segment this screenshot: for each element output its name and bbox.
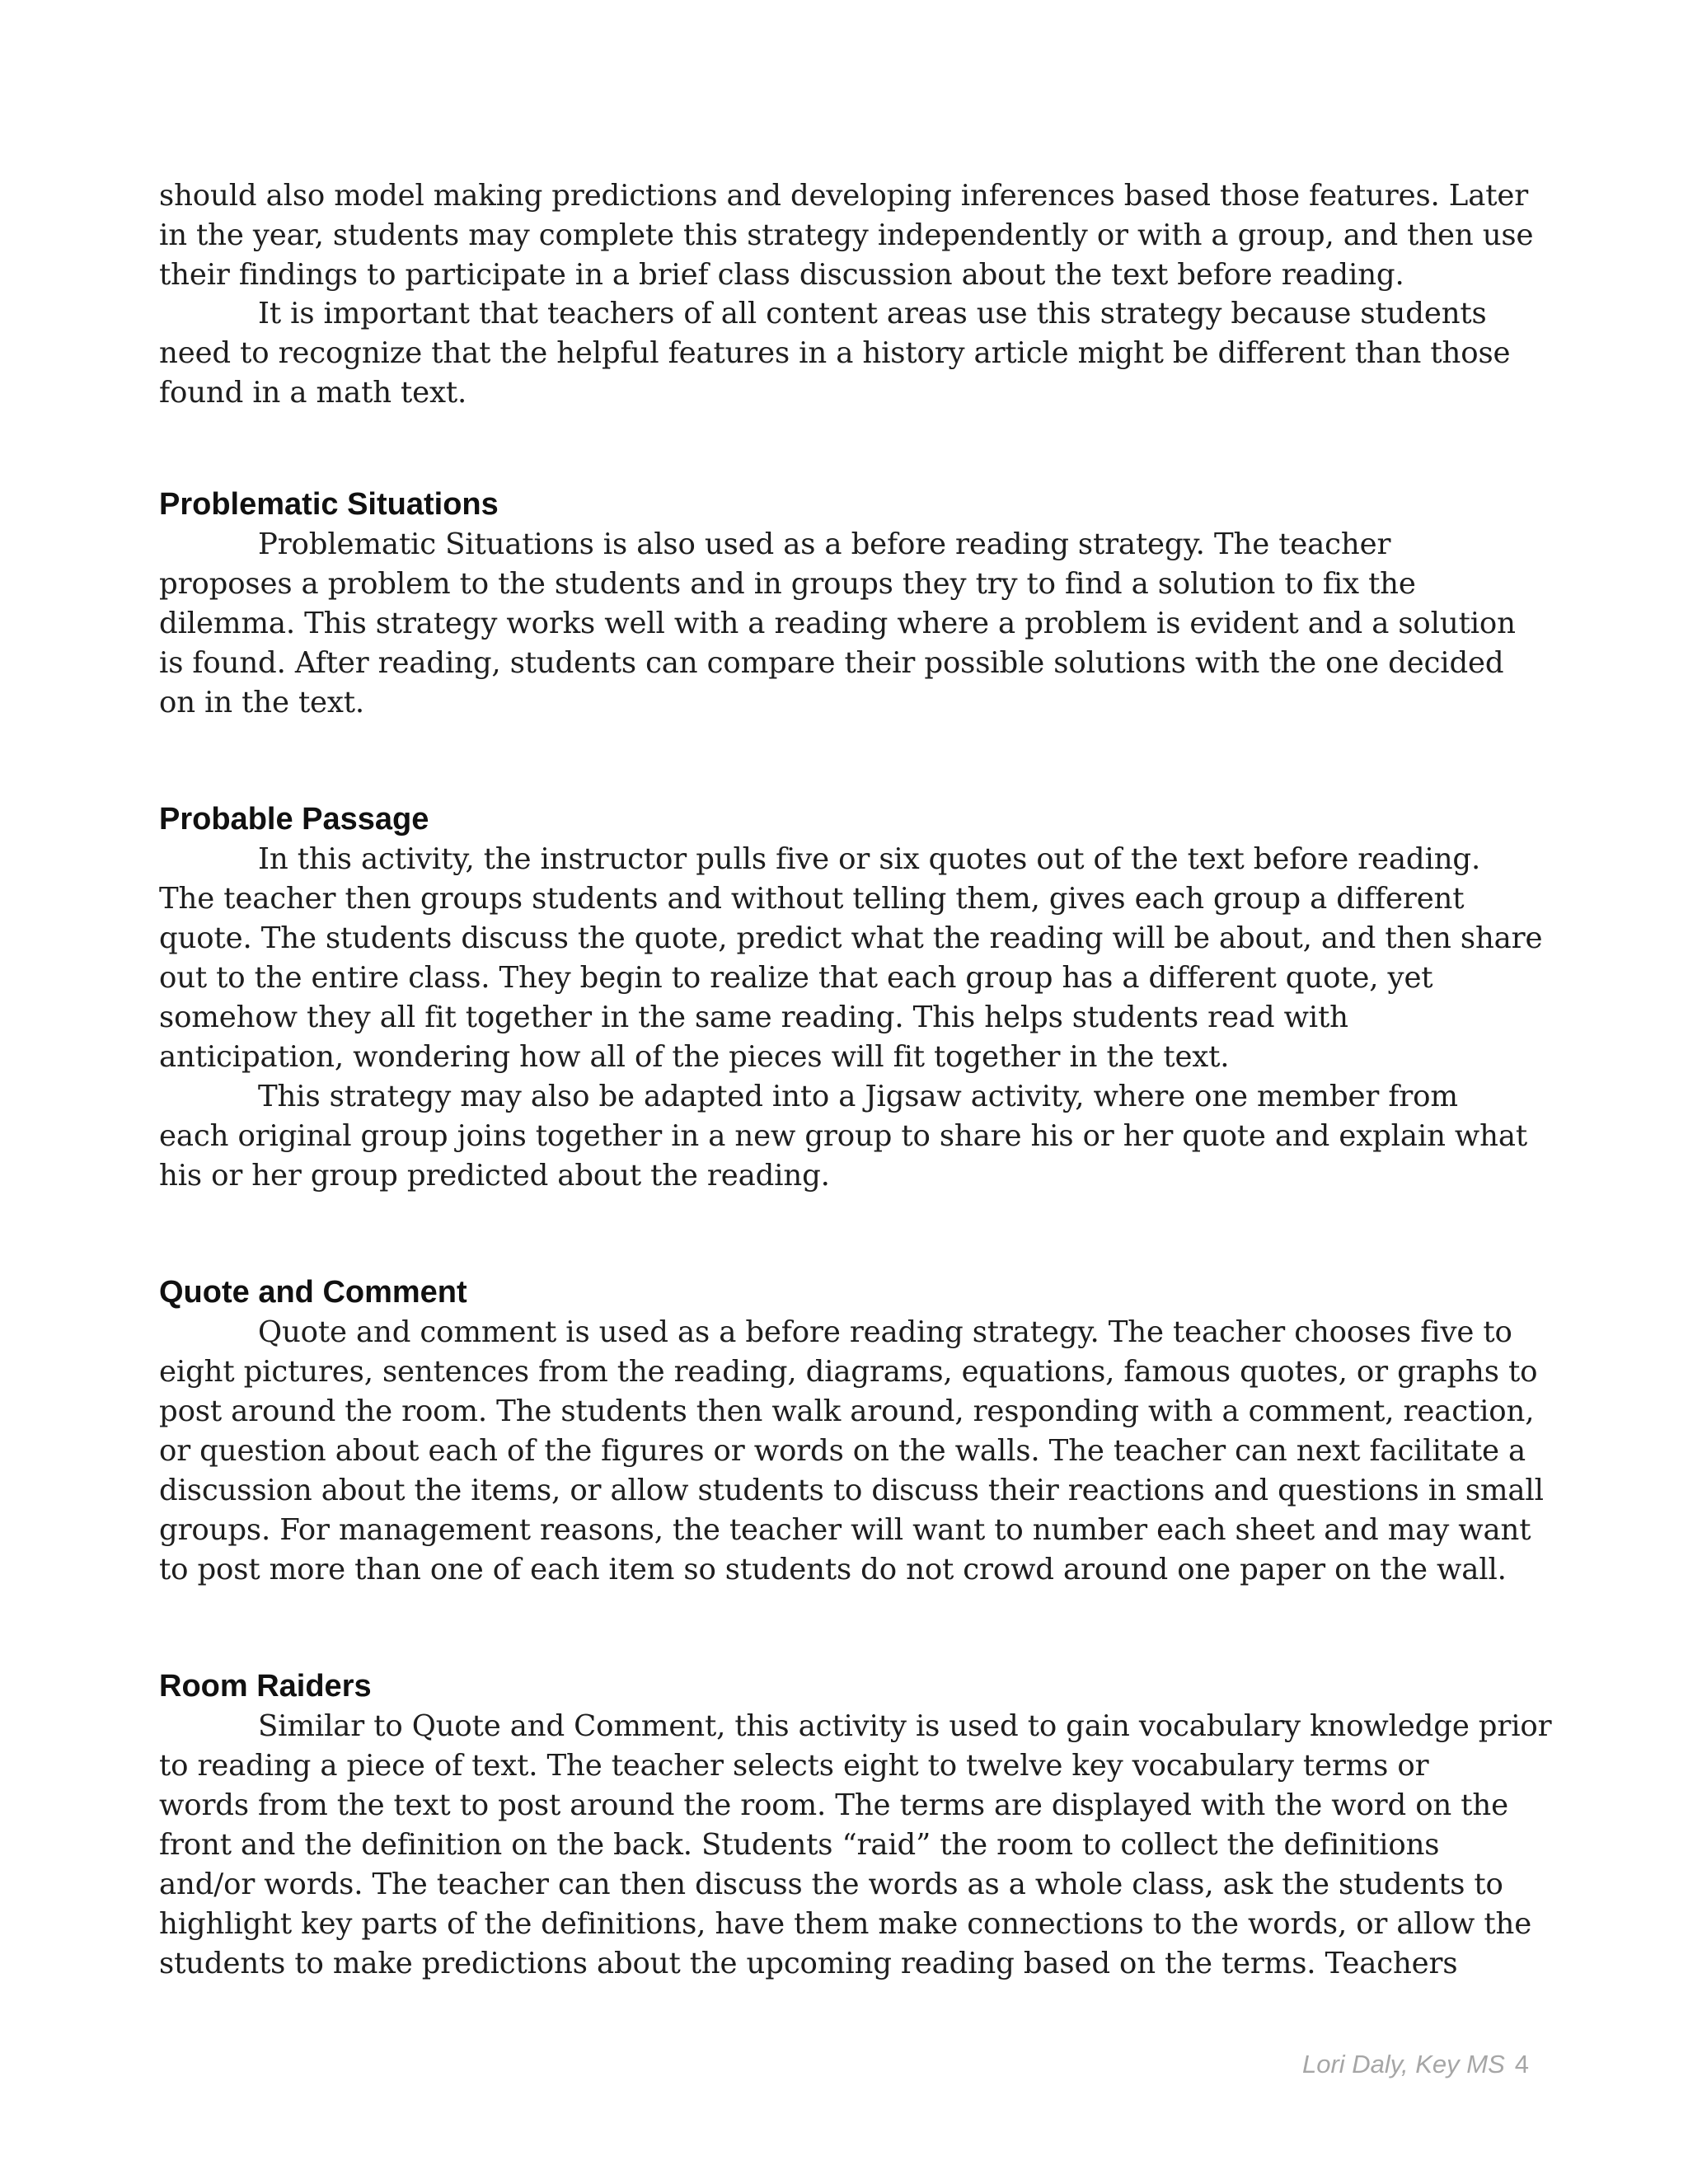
text-line: highlight key parts of the definitions, have them make connections to the words, or allow the (159, 1907, 1532, 1941)
footer-author: Lori Daly, Key MS (1301, 2050, 1505, 2079)
text-line: front and the definition on the back. Students “raid” the room to collect the definitions (159, 1828, 1440, 1862)
text-line: anticipation, wondering how all of the pieces will fit together in the text. (159, 1040, 1230, 1074)
text-line: This strategy may also be adapted into a Jigsaw activity, where one member from (258, 1080, 1458, 1113)
text-line: groups. For management reasons, the teacher will want to number each sheet and may want (159, 1513, 1531, 1547)
text-line: out to the entire class. They begin to realize that each group has a different quote, yet (159, 961, 1433, 995)
text-line: post around the room. The students then walk around, responding with a comment, reaction, (159, 1394, 1535, 1428)
text-line: is found. After reading, students can compare their possible solutions with the one decided (159, 646, 1504, 680)
text-line: or question about each of the figures or words on the walls. The teacher can next facilitate a (159, 1434, 1526, 1468)
text-line: students to make predictions about the upcoming reading based on the terms. Teachers (159, 1947, 1458, 1980)
section-heading: Quote and Comment (159, 1275, 467, 1310)
text-line: need to recognize that the helpful features in a history article might be different than those (159, 336, 1511, 370)
text-line: somehow they all fit together in the same reading. This helps students read with (159, 1001, 1348, 1034)
section-heading: Problematic Situations (159, 487, 499, 522)
text-line: words from the text to post around the room. The terms are displayed with the word on the (159, 1788, 1508, 1822)
text-line: proposes a problem to the students and in groups they try to find a solution to fix the (159, 567, 1416, 601)
text-line: each original group joins together in a new group to share his or her quote and explain what (159, 1119, 1528, 1153)
text-line: in the year, students may complete this strategy independently or with a group, and then use (159, 218, 1534, 252)
page-footer (1302, 2048, 1529, 2081)
page-number: 4 (1514, 2050, 1529, 2079)
section-heading: Room Raiders (159, 1669, 372, 1704)
text-line: In this activity, the instructor pulls five or six quotes out of the text before reading. (258, 842, 1481, 876)
text-line: found in a math text. (159, 376, 467, 410)
text-line: to reading a piece of text. The teacher selects eight to twelve key vocabulary terms or (159, 1749, 1429, 1783)
text-line: It is important that teachers of all content areas use this strategy because students (258, 297, 1487, 330)
text-line: Quote and comment is used as a before reading strategy. The teacher chooses five to (258, 1315, 1512, 1349)
document-page (159, 0, 1552, 2184)
text-line: their findings to participate in a brief class discussion about the text before reading. (159, 258, 1404, 292)
text-line: discussion about the items, or allow students to discuss their reactions and questions in small (159, 1474, 1544, 1507)
section-heading: Probable Passage (159, 802, 429, 837)
text-line: quote. The students discuss the quote, predict what the reading will be about, and then share (159, 921, 1543, 955)
text-line: Similar to Quote and Comment, this activity is used to gain vocabulary knowledge prior (258, 1709, 1552, 1743)
text-line: his or her group predicted about the reading. (159, 1159, 830, 1193)
text-line: Problematic Situations is also used as a before reading strategy. The teacher (258, 527, 1391, 561)
text-line: eight pictures, sentences from the reading, diagrams, equations, famous quotes, or graphs to (159, 1355, 1538, 1389)
text-line: should also model making predictions and developing inferences based those features. Later (159, 179, 1529, 213)
text-line: to post more than one of each item so students do not crowd around one paper on the wall. (159, 1553, 1507, 1586)
text-line: The teacher then groups students and without telling them, gives each group a different (159, 882, 1465, 916)
text-line: dilemma. This strategy works well with a reading where a problem is evident and a solution (159, 607, 1516, 640)
text-line: and/or words. The teacher can then discuss the words as a whole class, ask the students to (159, 1868, 1503, 1901)
text-line: on in the text. (159, 686, 365, 719)
